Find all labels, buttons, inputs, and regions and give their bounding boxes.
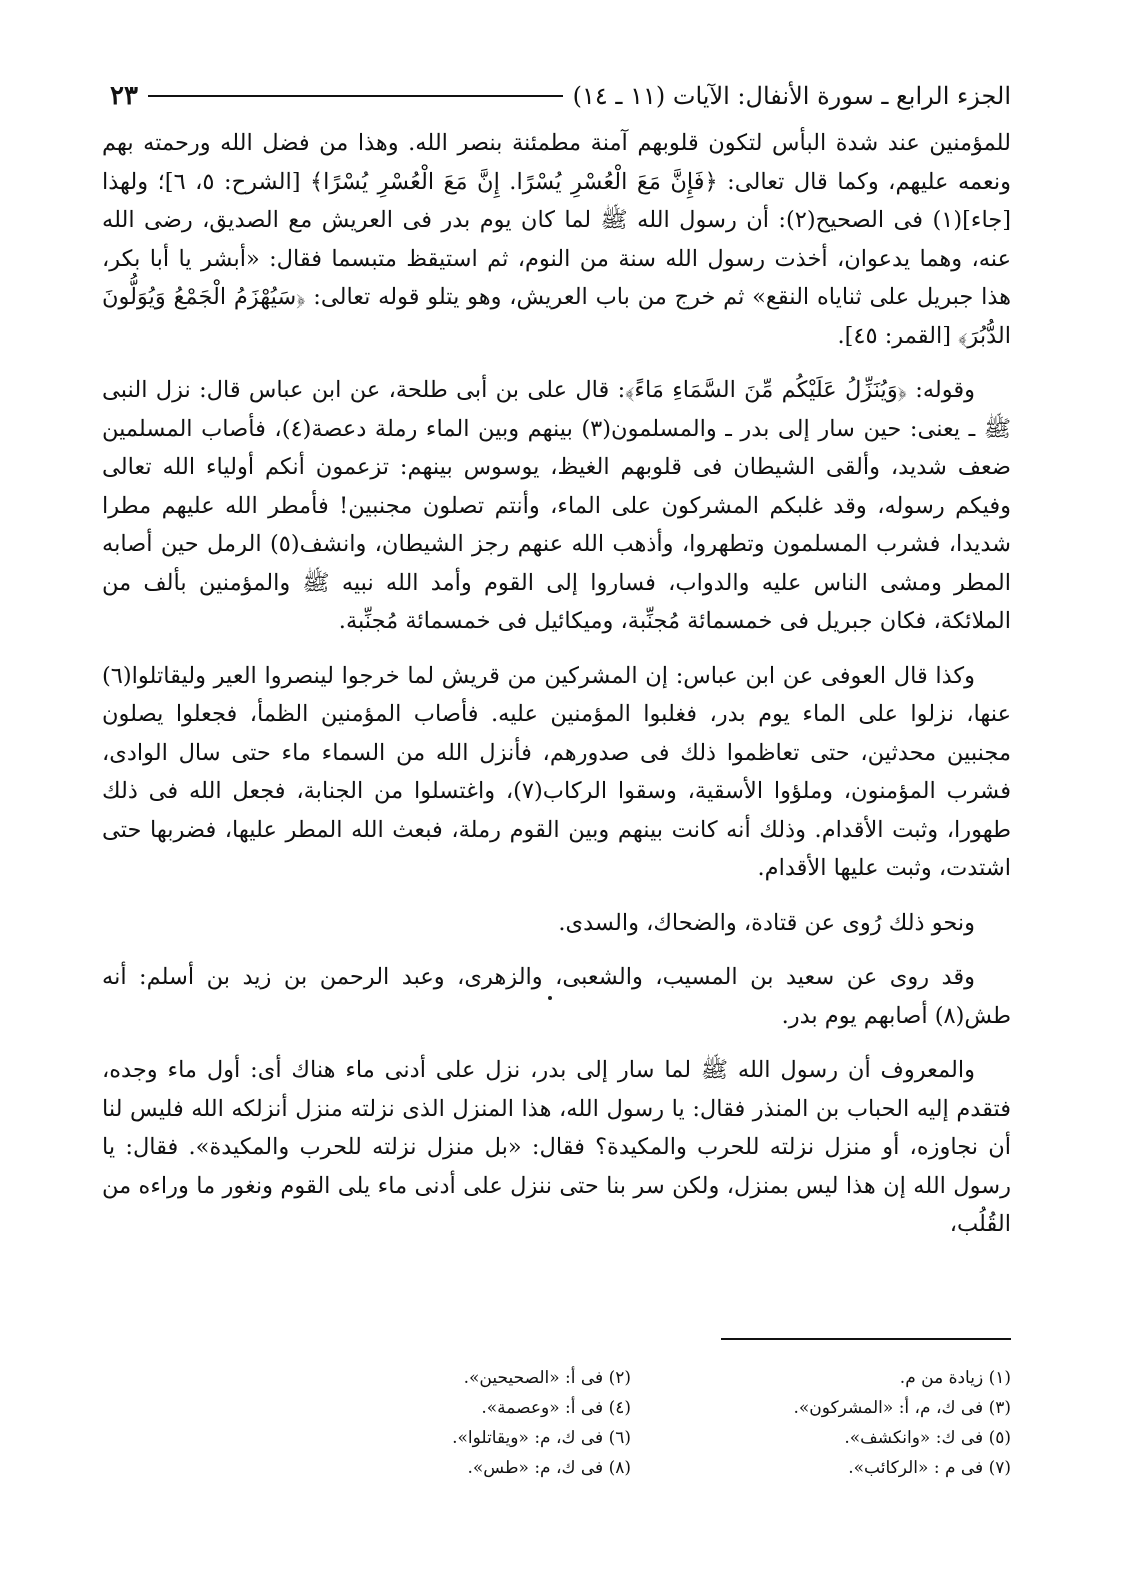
- paragraph-3: وكذا قال العوفى عن ابن عباس: إن المشركين من قريش لما خرجوا لينصروا العير وليقاتلوا(٦) عنها، نزلوا على الماء يوم بدر، فغلبوا المؤمنين عليه. فأصاب المؤمنين الظمأ، فجعلوا يصلون مجنبين محدثين، حتى تعاظموا ذلك فى صدورهم، فأنزل الله من السماء ماء حتى سال الوادى، فشرب المؤمنون، وملؤوا الأسقية، وسقوا الركاب(٧)، واغتسلوا من الجنابة، فجعل الله فى ذلك طهورا، وثبت الأقدام. وذلك أنه كانت بينهم وبين القوم رملة، فبعث الله المطر عليها، فضربها حتى اشتدت، وثبت عليها الأقدام.: [102, 662, 1012, 881]
- footnote-6: (٦) فى ك، م: «ويقاتلوا».: [452, 1428, 631, 1448]
- body-text: [102, 124, 1011, 1244]
- paragraph-6: والمعروف أن رسول الله ﷺ لما سار إلى بدر، نزل على أدنى ماء هناك أى: أول ماء وجده، فتقدم إليه الحباب بن المنذر فقال: يا رسول الله، هذا المنزل الذى نزلته منزل أنزلكه الله فليس لنا أن نجاوزه، أو منزل نزلته للحرب والمكيدة؟ فقال: «بل منزل نزلته للحرب والمكيدة». فقال: يا رسول الله إن هذا ليس بمنزل، ولكن سر بنا حتى ننزل على أدنى ماء يلى القوم ونغور ما وراءه من القُلُب،: [102, 1057, 1011, 1237]
- paragraph-4: ونحو ذلك رُوى عن قتادة، والضحاك، والسدى.: [558, 909, 975, 936]
- paragraph-5: وقد روى عن سعيد بن المسيب، والشعبى، والزهرى، وعبد الرحمن بن زيد بن أسلم: أنه طش(٨) أصابهم يوم بدر.: [102, 964, 1011, 1029]
- paragraph-1: للمؤمنين عند شدة البأس لتكون قلوبهم آمنة مطمئنة بنصر الله. وهذا من فضل الله ورحمته بهم ونعمه عليهم، وكما قال تعالى: ﴿فَإِنَّ مَعَ الْعُسْرِ يُسْرًا. إِنَّ مَعَ الْعُسْرِ يُسْرًا﴾ [الشرح: ٥، ٦]؛ ولهذا [جاء](١) فى الصحيح(٢): أن رسول الله ﷺ لما كان يوم بدر فى العريش مع الصديق، رضى الله عنه، وهما يدعوان، أخذت رسول الله سنة من النوم، ثم استيقظ متبسما فقال: «أبشر يا أبا بكر، هذا جبريل على ثناياه النقع» ثم خرج من باب العريش، وهو يتلو قوله تعالى: ﴿سَيُهْزَمُ الْجَمْعُ وَيُوَلُّونَ الدُّبُرَ﴾ [القمر: ٤٥].: [102, 130, 1012, 349]
- footnote-1: (١) زيادة من م.: [899, 1368, 1011, 1388]
- footnote-3: (٣) فى ك، م، أ: «المشركون».: [793, 1398, 1011, 1418]
- footnote-separator: [721, 1338, 1011, 1340]
- footnote-8: (٨) فى ك، م: «طس».: [467, 1458, 631, 1478]
- footnote-4: (٤) فى أ: «وعصمة».: [481, 1398, 631, 1418]
- footnotes: [311, 1366, 1011, 1480]
- running-head: [110, 78, 1011, 114]
- ink-speck: [548, 996, 552, 1000]
- footnote-2: (٢) فى أ: «الصحيحين».: [463, 1368, 631, 1388]
- running-head-rule: [148, 95, 563, 97]
- page-number: ٢٣: [110, 81, 138, 111]
- paragraph-2: وقوله: ﴿وَيُنَزِّلُ عَلَيْكُم مِّنَ السَّمَاءِ مَاءً﴾: قال على بن أبى طلحة، عن ابن عباس قال: نزل النبى ﷺ ـ يعنى: حين سار إلى بدر ـ والمسلمون(٣) بينهم وبين الماء رملة دعصة(٤)، فأصاب المسلمين ضعف شديد، وألقى الشيطان فى قلوبهم الغيظ، يوسوس بينهم: تزعمون أنكم أولياء الله تعالى وفيكم رسوله، وقد غلبكم المشركون على الماء، وأنتم تصلون مجنبين! فأمطر الله عليهم مطرا شديدا، فشرب المسلمون وتطهروا، وأذهب الله عنهم رجز الشيطان، وانشف(٥) الرمل حين أصابه المطر ومشى الناس عليه والدواب، فساروا إلى القوم وأمد الله نبيه ﷺ والمؤمنين بألف من الملائكة، فكان جبريل فى خمسمائة مُجنِّبة، وميكائيل فى خمسمائة مُجنِّبة.: [102, 377, 1011, 634]
- footnote-5: (٥) فى ك: «وانكشف».: [844, 1428, 1011, 1448]
- running-head-title: الجزء الرابع ـ سورة الأنفال: الآيات (١١ ـ ١٤): [572, 82, 1011, 110]
- footnote-7: (٧) فى م : «الركائب».: [848, 1458, 1011, 1478]
